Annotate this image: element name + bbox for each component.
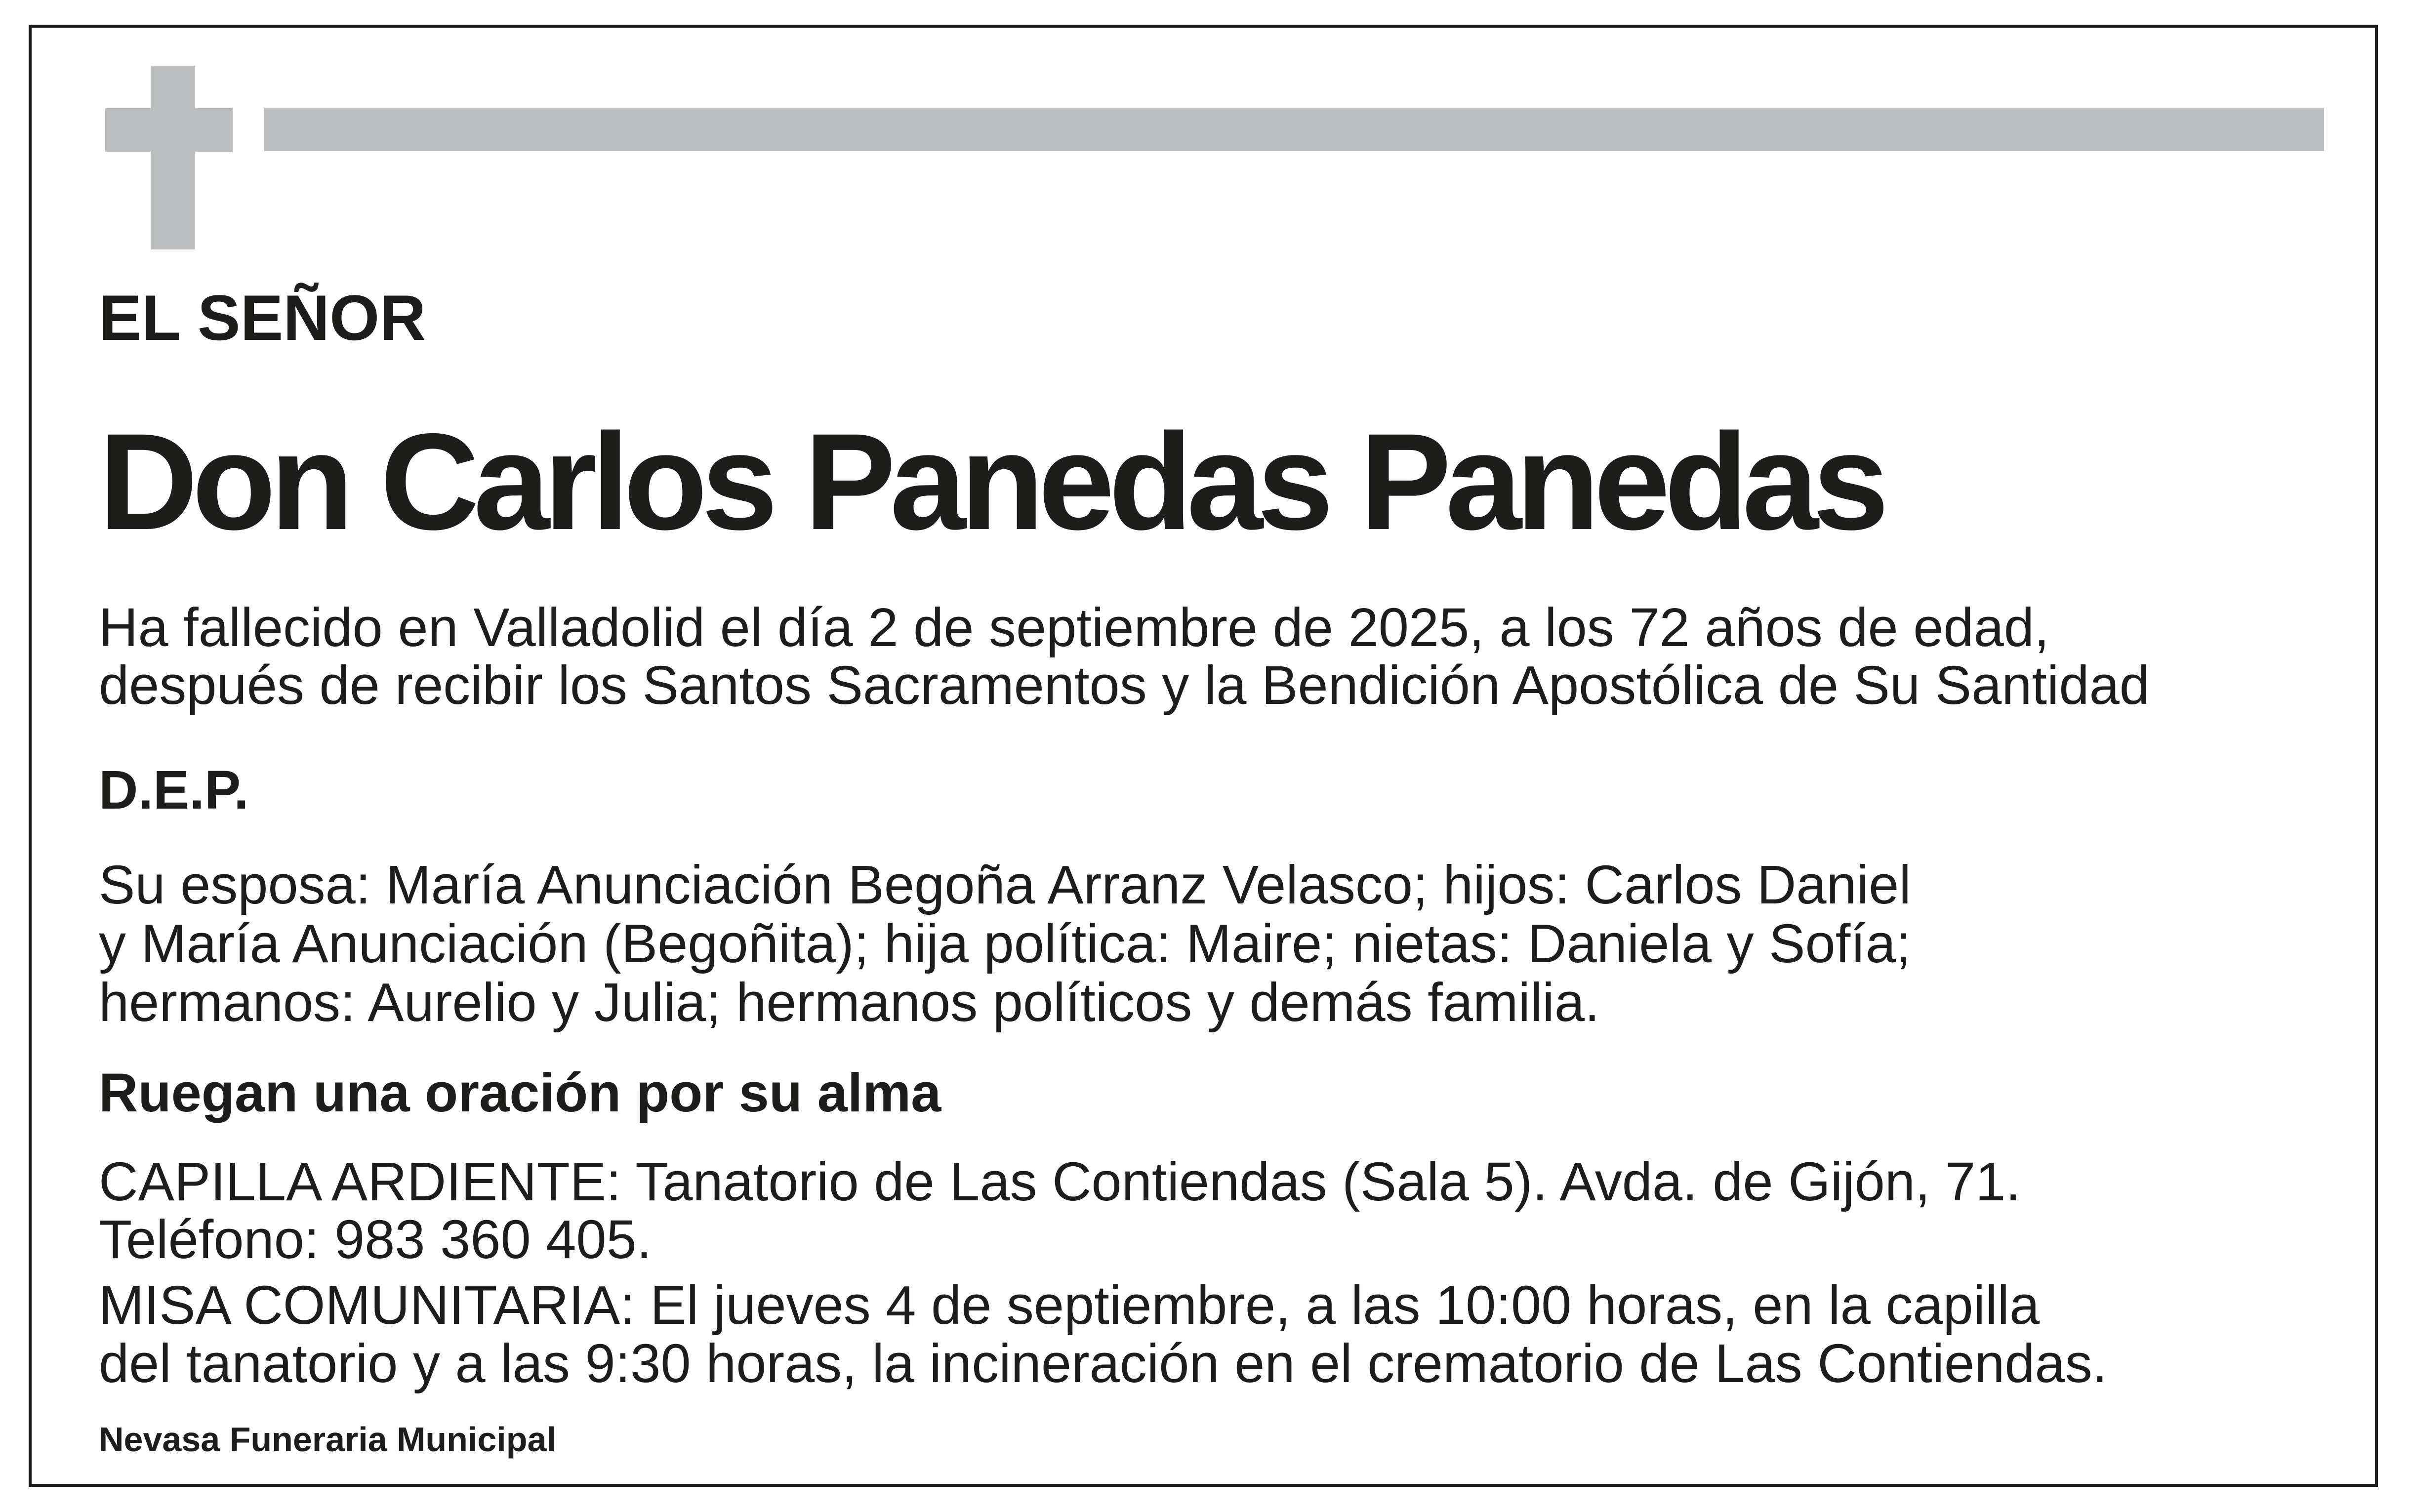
funeral-home-credit: Nevasa Funeraria Municipal (99, 1420, 556, 1459)
announcement-line: Ha fallecido en Valladolid el día 2 de septiembre de 2025, a los 72 años de edad, (99, 597, 2049, 658)
header-rule (264, 108, 2324, 151)
ceremony-line: del tanatorio y a las 9:30 horas, la incineración en el crematorio de Las Contiendas. (99, 1333, 2108, 1394)
deceased-name: Don Carlos Panedas Panedas (99, 405, 1883, 558)
ceremony-line: MISA COMUNITARIA: El jueves 4 de septiembre, a las 10:00 horas, en la capilla (99, 1275, 2040, 1336)
cross-icon-horizontal-bar (105, 108, 233, 152)
ceremony-line: CAPILLA ARDIENTE: Tanatorio de Las Contiendas (Sala 5). Avda. de Gijón, 71. (99, 1151, 2021, 1212)
family-line: hermanos: Aurelio y Julia; hermanos políticos y demás familia. (99, 972, 1600, 1033)
ceremony-line: Teléfono: 983 360 405. (99, 1209, 652, 1270)
cross-icon-vertical-bar (151, 66, 195, 249)
announcement-line: después de recibir los Santos Sacramentos y la Bendición Apostólica de Su Santidad (99, 655, 2150, 716)
prayer-request: Ruegan una oración por su alma (99, 1062, 941, 1123)
salutation: EL SEÑOR (99, 282, 426, 354)
rip-label: D.E.P. (99, 760, 249, 820)
family-line: y María Anunciación (Begoñita); hija política: Maire; nietas: Daniela y Sofía; (99, 913, 1911, 974)
family-line: Su esposa: María Anunciación Begoña Arranz Velasco; hijos: Carlos Daniel (99, 855, 1911, 915)
